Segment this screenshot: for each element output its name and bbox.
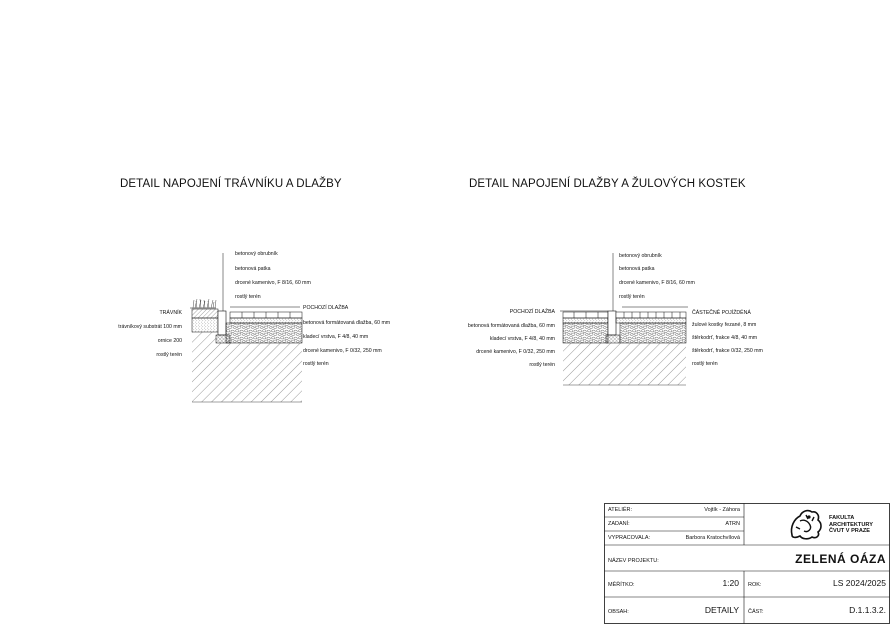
part-label: ČÁST: [748,609,764,615]
right-right-label-1: ČÁSTEČNĚ POJÍŽDĚNÁ [692,310,751,316]
zadani-label: ZADANÍ: [608,521,630,527]
left-top-label-1: betonový obrubník [235,251,278,257]
left-top-label-2: betonová patka [235,266,271,272]
detail-right-title: DETAIL NAPOJENÍ DLAŽBY A ŽULOVÝCH KOSTEK [469,178,746,190]
atelier-value: Vojtík - Záhora [704,507,740,513]
atelier-label: ATELIÉR: [608,507,633,513]
right-right-label-2: žulové kostky řezané, 8 mm [692,322,757,328]
scale-label: MĚŘÍTKO: [608,582,635,588]
left-right-label-4: drcené kamenivo, F 0/32, 250 mm [303,348,382,354]
cvut-lion-logo [786,507,826,541]
left-top-label-3: drcené kamenivo, F 8/16, 60 mm [235,280,311,286]
faculty-line-1: FAKULTA [829,515,855,521]
left-left-label-4: rostlý terén [156,352,182,358]
right-left-label-4: drcené kamenivo, F 0/32, 250 mm [476,349,555,355]
vypracovala-value: Barbora Kratochvílová [685,535,740,541]
left-left-label-3: ornice 200 [157,338,182,344]
zadani-value: ATRN [725,521,740,527]
part-value: D.1.1.3.2. [849,605,886,615]
right-top-label-1: betonový obrubník [619,253,662,259]
vypracovala-label: VYPRACOVALA: [608,535,651,541]
left-left-label-2: trávníkový substrát 100 mm [118,324,182,330]
content-label: OBSAH: [608,609,629,615]
faculty-line-3: ČVUT V PRAZE [829,528,871,534]
left-top-label-4: rostlý terén [235,294,261,300]
right-left-label-5: rostlý terén [529,362,555,368]
project-value: ZELENÁ OÁZA [795,552,886,566]
left-right-label-3: kladecí vrstva, F 4/8, 40 mm [303,334,369,340]
right-right-label-4: štěrkodrť, frakce 0/32, 250 mm [692,348,763,354]
faculty-line-2: ARCHITEKTURY [829,521,873,528]
detail-left-title: DETAIL NAPOJENÍ TRÁVNÍKU A DLAŽBY [120,178,342,190]
left-right-label-2: betonová formátovaná dlažba, 60 mm [303,320,391,326]
right-top-label-2: betonová patka [619,266,655,272]
right-left-label-2: betonová formátovaná dlažba, 60 mm [467,323,555,329]
left-right-label-5: rostlý terén [303,361,329,367]
title-block [604,503,890,624]
left-left-label-1: TRÁVNÍK [159,310,182,316]
content-value: DETAILY [704,605,739,615]
year-value: LS 2024/2025 [833,578,886,588]
right-right-label-3: štěrkodrť, frakce 4/8, 40 mm [692,335,758,341]
right-left-label-3: kladecí vrstva, F 4/8, 40 mm [489,336,555,342]
year-label: ROK: [748,582,762,588]
right-left-label-1: POCHOZÍ DLAŽBA [509,309,555,315]
right-top-label-3: drcené kamenivo, F 8/16, 60 mm [619,280,695,286]
right-top-label-4: rostlý terén [619,294,645,300]
scale-value: 1:20 [722,578,739,588]
left-right-label-1: POCHOZÍ DLAŽBA [303,305,349,311]
project-label: NÁZEV PROJEKTU: [608,558,659,564]
right-right-label-5: rostlý terén [692,361,718,367]
